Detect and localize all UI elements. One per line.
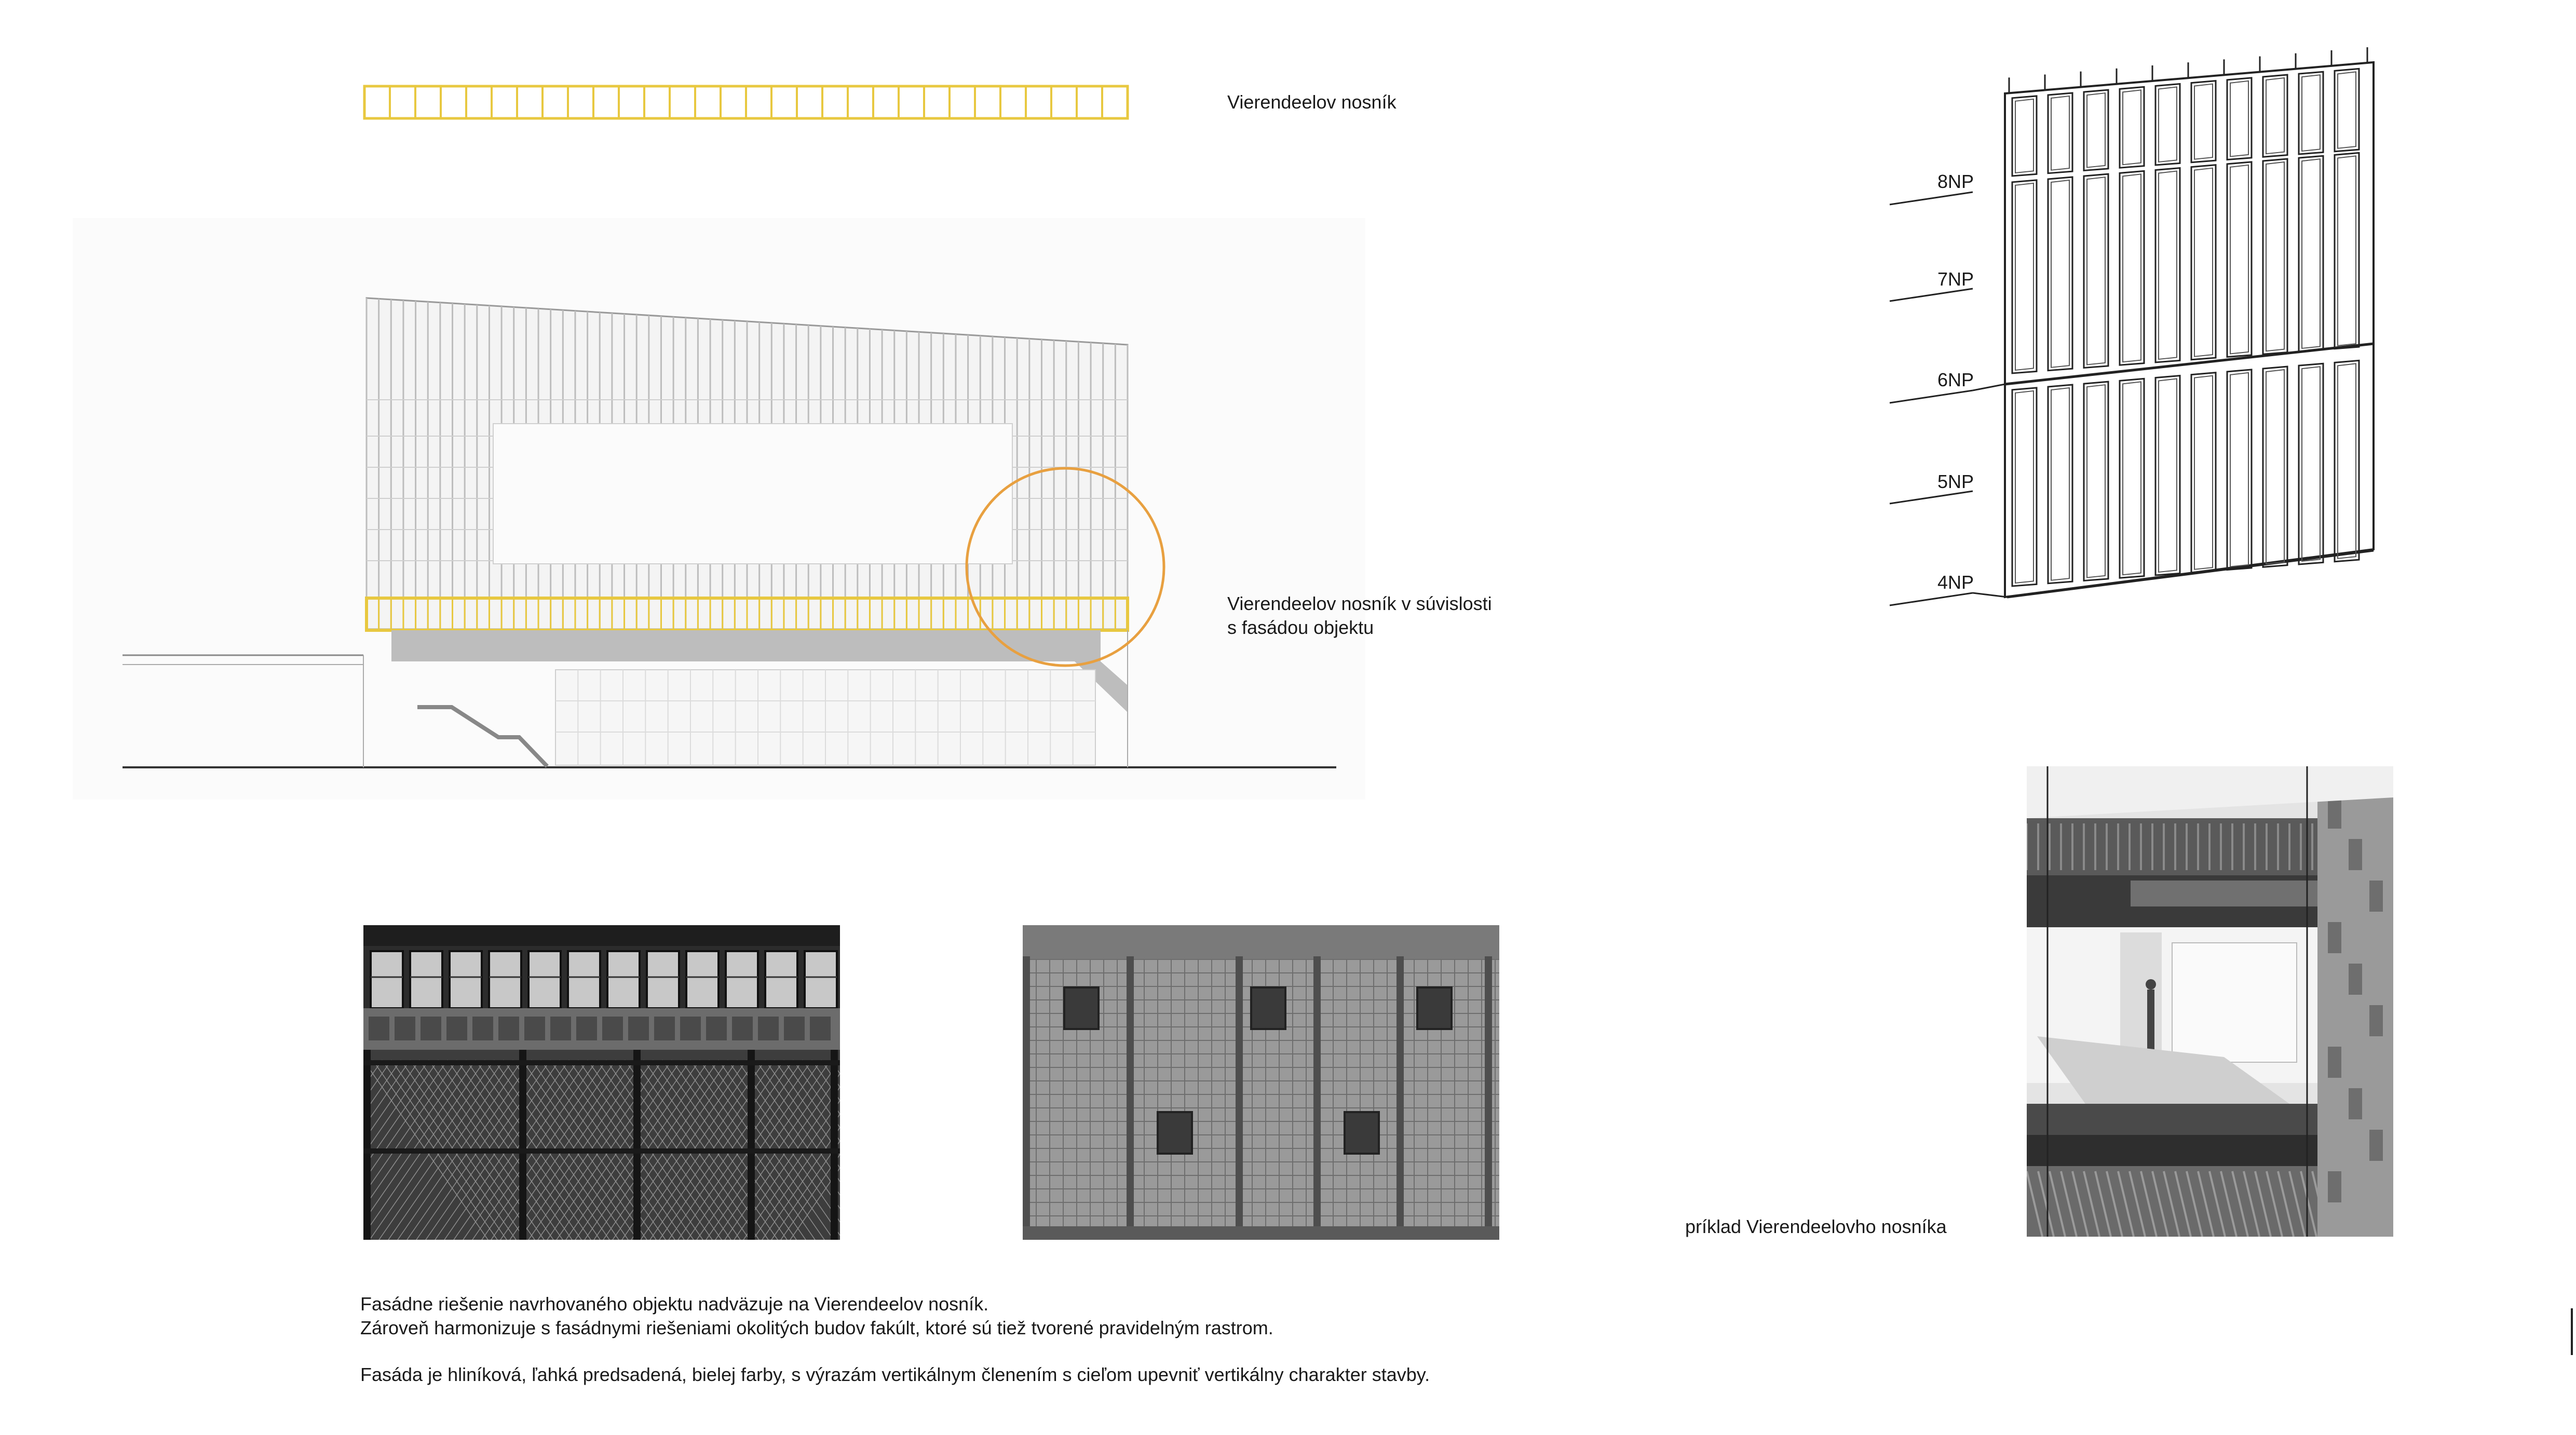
page-edge-mark xyxy=(2571,1308,2573,1355)
floor-label-6np: 6NP xyxy=(1937,369,1974,390)
facade-axonometric-drawing xyxy=(1879,52,2502,623)
description-line-2: Zároveň harmonizuje s fasádnymi riešeniami okolitých budov fakúlt, ktoré sú tiež tvorené pravidelným rastrom. xyxy=(360,1317,1273,1338)
photo-neighboring-facade-glass-blocks xyxy=(1023,925,1499,1240)
floor-label-7np: 7NP xyxy=(1937,268,1974,290)
floor-label-4np: 4NP xyxy=(1937,572,1974,593)
description-line-1: Fasádne riešenie navrhovaného objektu nadväzuje na Vierendeelov nosník. xyxy=(360,1293,989,1315)
vierendeel-beam-label: Vierendeelov nosník xyxy=(1227,91,1397,113)
floor-label-5np: 5NP xyxy=(1937,471,1974,492)
vierendeel-context-label-2: s fasádou objektu xyxy=(1227,617,1374,638)
facade-elevation-drawing xyxy=(114,270,1485,867)
vierendeel-beam-diagram xyxy=(363,85,1132,121)
photo-neighboring-facade-windows xyxy=(363,925,840,1240)
vierendeel-example-caption: príklad Vierendeelovho nosníka xyxy=(1685,1216,1947,1237)
photo-vierendeel-example-render xyxy=(2027,766,2393,1237)
floor-label-8np: 8NP xyxy=(1937,171,1974,192)
description-line-3: Fasáda je hliníková, ľahká predsadená, bielej farby, s výrazám vertikálnym členením s cieľom upevniť vertikálny charakter stavby. xyxy=(360,1364,1430,1385)
vierendeel-context-label-1: Vierendeelov nosník v súvislosti xyxy=(1227,593,1492,614)
